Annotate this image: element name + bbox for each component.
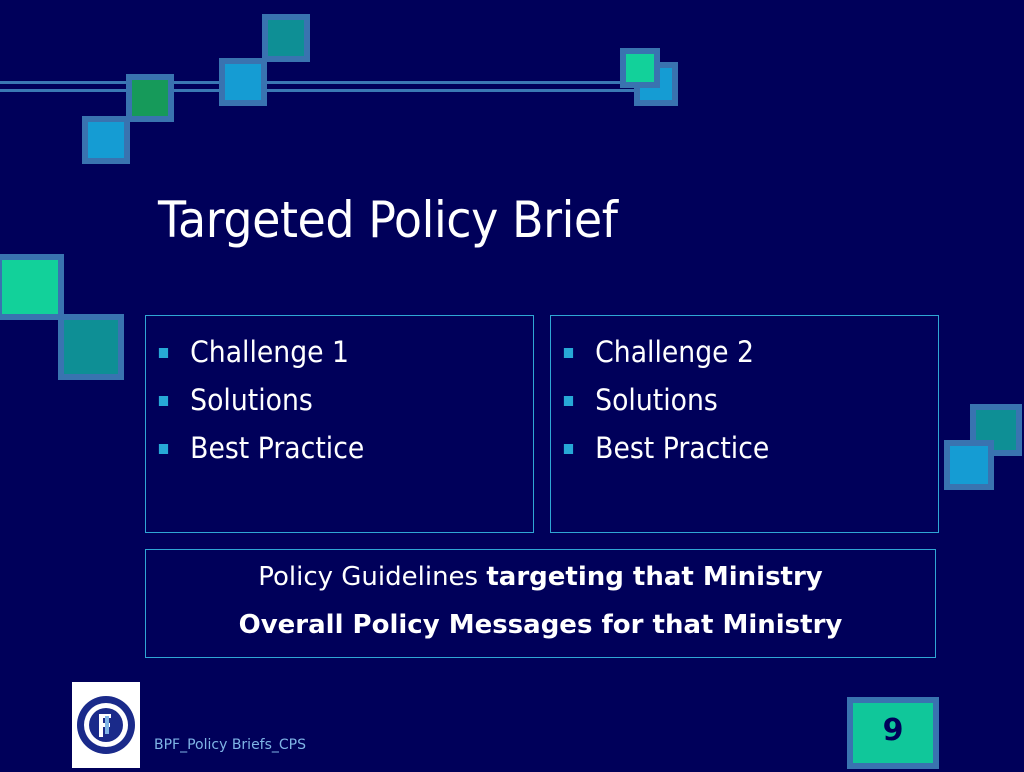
challenge-1-box — [145, 315, 534, 533]
decor-square — [0, 254, 64, 320]
decor-square — [58, 314, 124, 380]
foundation-seal-icon — [72, 682, 140, 768]
square-bullet-icon — [564, 348, 573, 358]
decor-line — [0, 89, 640, 92]
list-item-label: Best Practice — [190, 431, 365, 465]
decor-square — [82, 116, 130, 164]
slide-title: Targeted Policy Brief — [158, 191, 618, 249]
decor-line — [0, 81, 640, 84]
policy-line-1-normal: Policy Guidelines — [258, 562, 487, 592]
challenge-2-box — [550, 315, 939, 533]
square-bullet-icon — [564, 396, 573, 406]
decor-square — [126, 74, 174, 122]
square-bullet-icon — [159, 348, 168, 358]
list-item — [551, 328, 907, 376]
footer-text: BPF_Policy Briefs_CPS — [154, 737, 307, 753]
decor-square — [262, 14, 310, 62]
policy-guidelines-box — [145, 549, 936, 658]
foundation-logo — [72, 682, 140, 768]
list-item-label: Challenge 1 — [190, 335, 350, 369]
list-item-label: Solutions — [595, 383, 718, 417]
list-item-label: Challenge 2 — [595, 335, 755, 369]
list-item — [551, 376, 907, 424]
list-item-label: Best Practice — [595, 431, 770, 465]
square-bullet-icon — [564, 444, 573, 454]
decor-square — [219, 58, 267, 106]
list-item — [146, 376, 502, 424]
policy-line-1 — [146, 560, 935, 594]
list-item — [551, 424, 907, 472]
square-bullet-icon — [159, 444, 168, 454]
list-item-label: Solutions — [190, 383, 313, 417]
decor-square — [620, 48, 660, 88]
challenge-2-list — [551, 316, 938, 472]
page-number: 9 — [882, 713, 904, 748]
list-item — [146, 424, 502, 472]
challenge-1-list — [146, 316, 533, 472]
square-bullet-icon — [159, 396, 168, 406]
decor-square — [944, 440, 994, 490]
policy-line-2: Overall Policy Messages for that Ministry — [238, 610, 843, 640]
list-item — [146, 328, 502, 376]
policy-line-1-bold: targeting that Ministry — [486, 562, 823, 592]
page-number-box — [847, 697, 939, 769]
